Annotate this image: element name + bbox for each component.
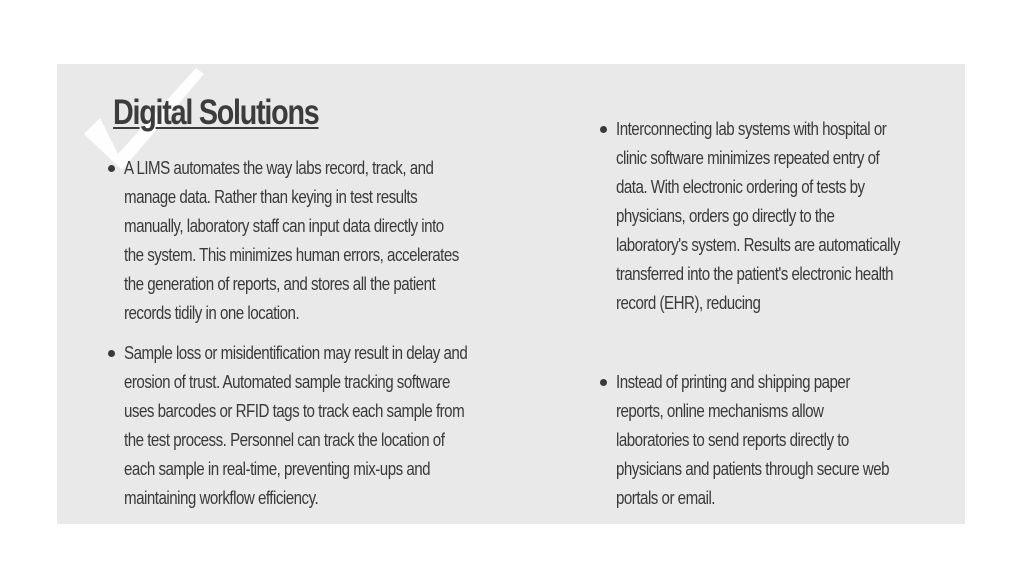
text-line: physicians and patients through secure web bbox=[616, 459, 890, 479]
bullet-dot-icon bbox=[108, 350, 115, 357]
text-line: the generation of reports, and stores all the patient bbox=[124, 274, 436, 294]
text-line: manually, laboratory staff can input data directly into bbox=[124, 216, 444, 236]
text-line: data. With electronic ordering of tests by bbox=[616, 177, 865, 197]
bullet-sample-tracking bbox=[108, 339, 503, 513]
text-line: reports, online mechanisms allow bbox=[616, 401, 824, 421]
text-line: physicians, orders go directly to the bbox=[616, 206, 835, 226]
text-line: uses barcodes or RFID tags to track each sample from bbox=[124, 401, 465, 421]
bullet-text bbox=[616, 368, 935, 513]
bullet-text bbox=[616, 115, 935, 318]
text-line: transferred into the patient's electronic health bbox=[616, 264, 894, 284]
text-line: A LIMS automates the way labs record, track, and bbox=[124, 158, 434, 178]
text-line: erosion of trust. Automated sample tracking software bbox=[124, 372, 450, 392]
bullet-dot-icon bbox=[600, 126, 607, 133]
left-bullet-list bbox=[108, 154, 503, 513]
bullet-interconnecting bbox=[600, 115, 930, 318]
text-line: the test process. Personnel can track the location of bbox=[124, 430, 445, 450]
text-line: laboratory's system. Results are automatically bbox=[616, 235, 900, 255]
text-line: maintaining workflow efficiency. bbox=[124, 488, 319, 508]
text-line: laboratories to send reports directly to bbox=[616, 430, 849, 450]
text-line: each sample in real-time, preventing mix-ups and bbox=[124, 459, 431, 479]
text-line: Instead of printing and shipping paper bbox=[616, 372, 850, 392]
bullet-text bbox=[124, 154, 506, 328]
bullet-online-reports bbox=[600, 368, 930, 513]
text-line: portals or email. bbox=[616, 488, 716, 508]
text-line: record (EHR), reducing bbox=[616, 293, 761, 313]
bullet-text bbox=[124, 339, 506, 513]
text-line: Sample loss or misidentification may result in delay and bbox=[124, 343, 468, 363]
text-line: manage data. Rather than keying in test results bbox=[124, 187, 418, 207]
text-line: clinic software minimizes repeated entry of bbox=[616, 148, 880, 168]
bullet-dot-icon bbox=[600, 379, 607, 386]
text-line: records tidily in one location. bbox=[124, 303, 300, 323]
right-bullet-list bbox=[600, 115, 930, 513]
bullet-dot-icon bbox=[108, 165, 115, 172]
text-line: Interconnecting lab systems with hospital or bbox=[616, 119, 887, 139]
text-line: the system. This minimizes human errors, accelerates bbox=[124, 245, 459, 265]
page-title: Digital Solutions bbox=[113, 93, 319, 132]
bullet-lims bbox=[108, 154, 503, 328]
